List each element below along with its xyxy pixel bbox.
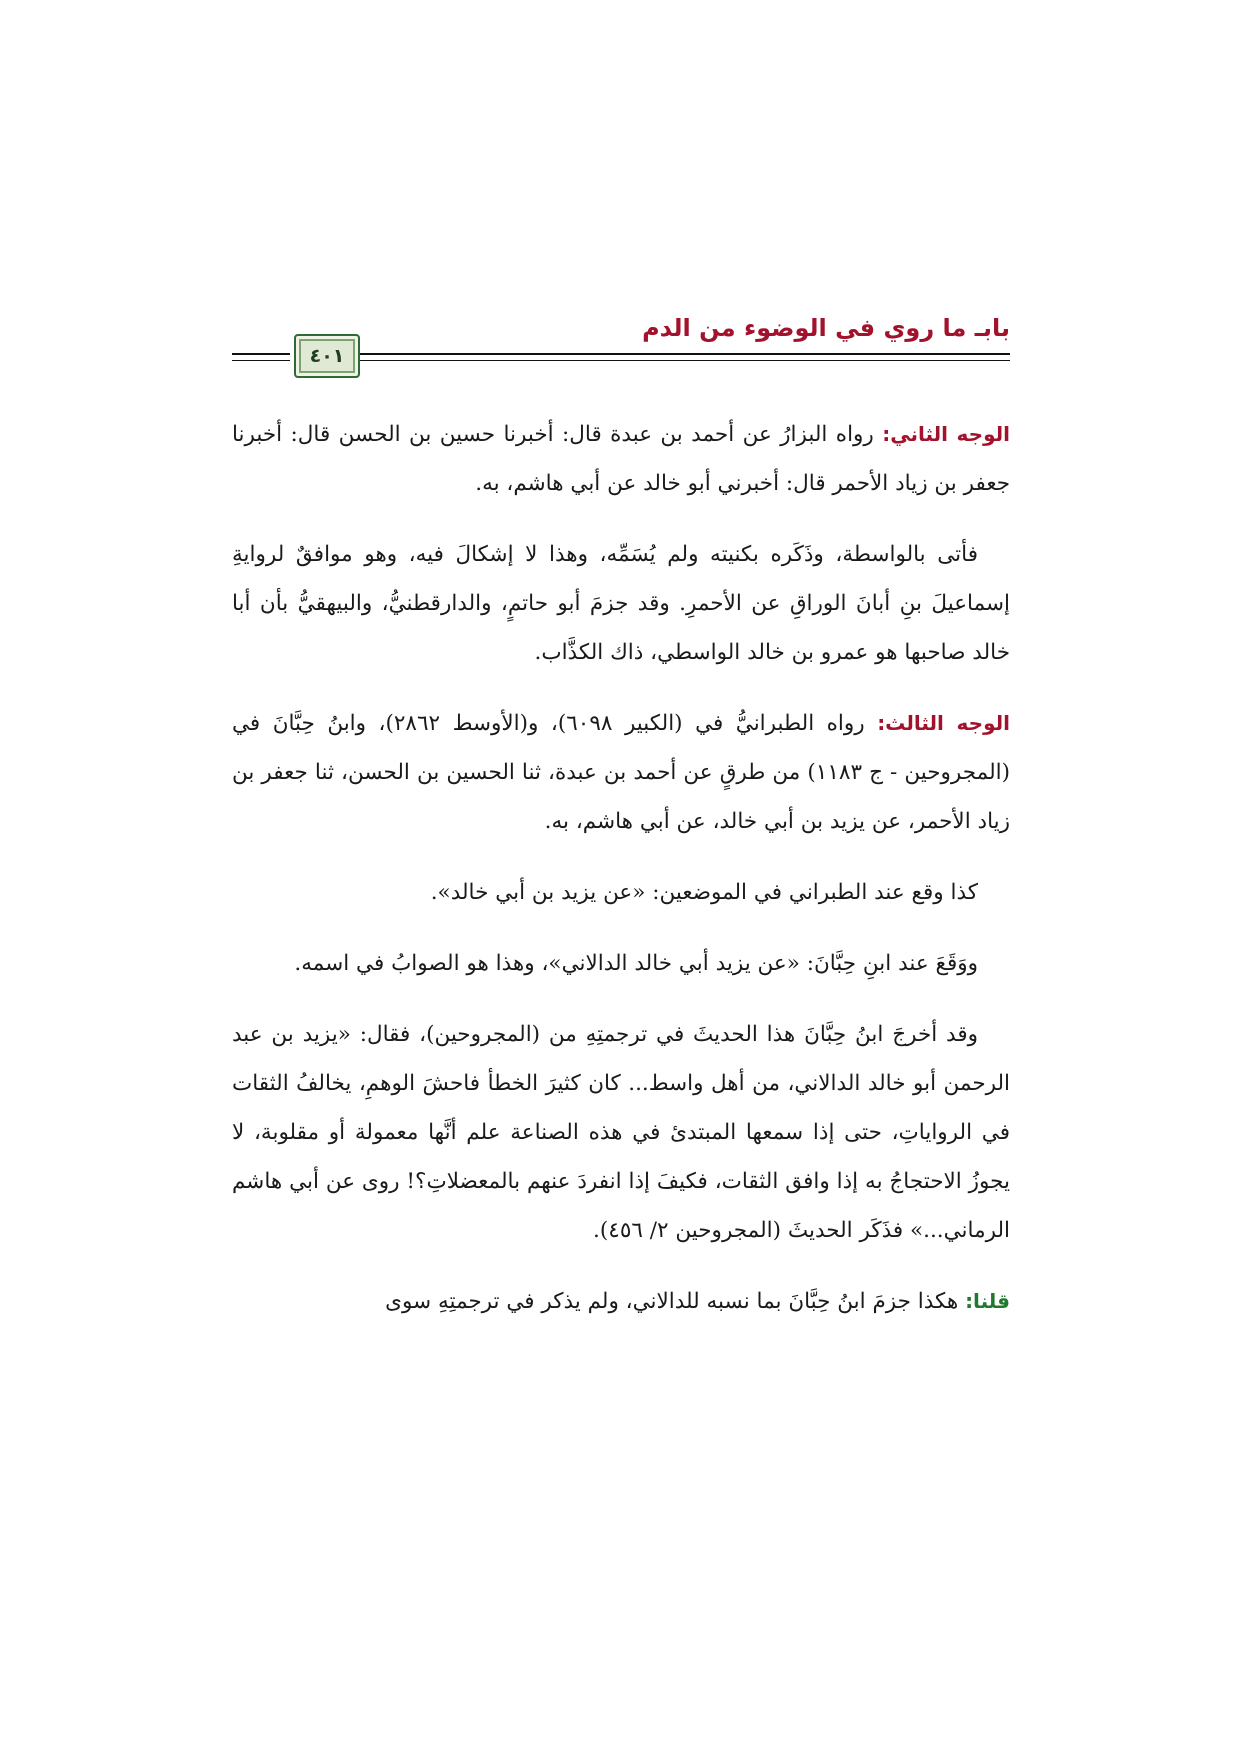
- paragraph-tabarani-note: [232, 868, 1010, 917]
- chapter-title: بابـ ما روي في الوضوء من الدم: [642, 314, 1010, 342]
- paragraph-text: ووَقَعَ عند ابنِ حِبَّانَ: «عن يزيد أبي خالد الدالاني»، وهذا هو الصوابُ في اسمه.: [294, 951, 978, 976]
- paragraph-text: فأتى بالواسطة، وذَكَره بكنيته ولم يُسَمِّه، وهذا لا إشكالَ فيه، وهو موافقٌ لروايةِ إسماعيلَ بنِ أبانَ الوراقِ عن الأحمرِ. وقد جزمَ أبو حاتمٍ، والدارقطنيُّ، والبيهقيُّ بأن أبا خالد صاحبها هو عمرو بن خالد الواسطي، ذاك الكذَّاب.: [232, 542, 1010, 665]
- section-label: الوجه الثاني:: [882, 422, 1010, 446]
- paragraph-text: هكذا جزمَ ابنُ حِبَّانَ بما نسبه للدالاني، ولم يذكر في ترجمتِهِ سوى: [385, 1289, 966, 1314]
- header-rule: [232, 353, 290, 355]
- page-number-badge: ٤٠١: [294, 334, 360, 378]
- section-label: قلنا:: [965, 1289, 1010, 1313]
- paragraph-third-aspect: [232, 699, 1010, 846]
- header-rule: [360, 353, 1010, 355]
- header-rule: [360, 360, 1010, 361]
- paragraph-second-aspect: [232, 410, 1010, 508]
- paragraph-text: وقد أخرجَ ابنُ حِبَّانَ هذا الحديثَ في ترجمتِهِ من (المجروحين)، فقال: «يزيد بن عبد الرحمن أبو خالد الدالاني، من أهل واسط... كان كثيرَ الخطأ فاحشَ الوهمِ، يخالفُ الثقات في الرواياتِ، حتى إذا سمعها المبتدئ في هذه الصناعة علم أنَّها معمولة أو مقلوبة، لا يجوزُ الاحتجاجُ به إذا وافق الثقات، فكيفَ إذا انفردَ عنهم بالمعضلاتِ؟! روى عن أبي هاشم الرماني...» فذَكَر الحديثَ (المجروحين ٢/ ٤٥٦).: [232, 1022, 1010, 1243]
- section-label: الوجه الثالث:: [877, 711, 1010, 735]
- paragraph-conclusion: [232, 1277, 1010, 1326]
- page-body: [232, 410, 1010, 1348]
- paragraph-text: رواه الطبرانيُّ في (الكبير ٦٠٩٨)، و(الأوسط ٢٨٦٢)، وابنُ حِبَّانَ في (المجروحين - ج ١١٨٣) من طرقٍ عن أحمد بن عبدة، ثنا الحسين بن الحسن، ثنا جعفر بن زياد الأحمر، عن يزيد بن أبي خالد، عن أبي هاشم، به.: [232, 711, 1010, 834]
- paragraph-commentary: [232, 530, 1010, 677]
- paragraph-ibn-hibban-note: [232, 939, 1010, 988]
- paragraph-text: كذا وقع عند الطبراني في الموضعين: «عن يزيد بن أبي خالد».: [430, 880, 978, 905]
- page-header: [232, 314, 1010, 378]
- header-rule: [232, 360, 290, 361]
- paragraph-text: رواه البزارُ عن أحمد بن عبدة قال: أخبرنا حسين بن الحسن قال: أخبرنا جعفر بن زياد الأحمر قال: أخبرني أبو خالد عن أبي هاشم، به.: [232, 422, 1010, 496]
- paragraph-majruhin-quote: [232, 1010, 1010, 1255]
